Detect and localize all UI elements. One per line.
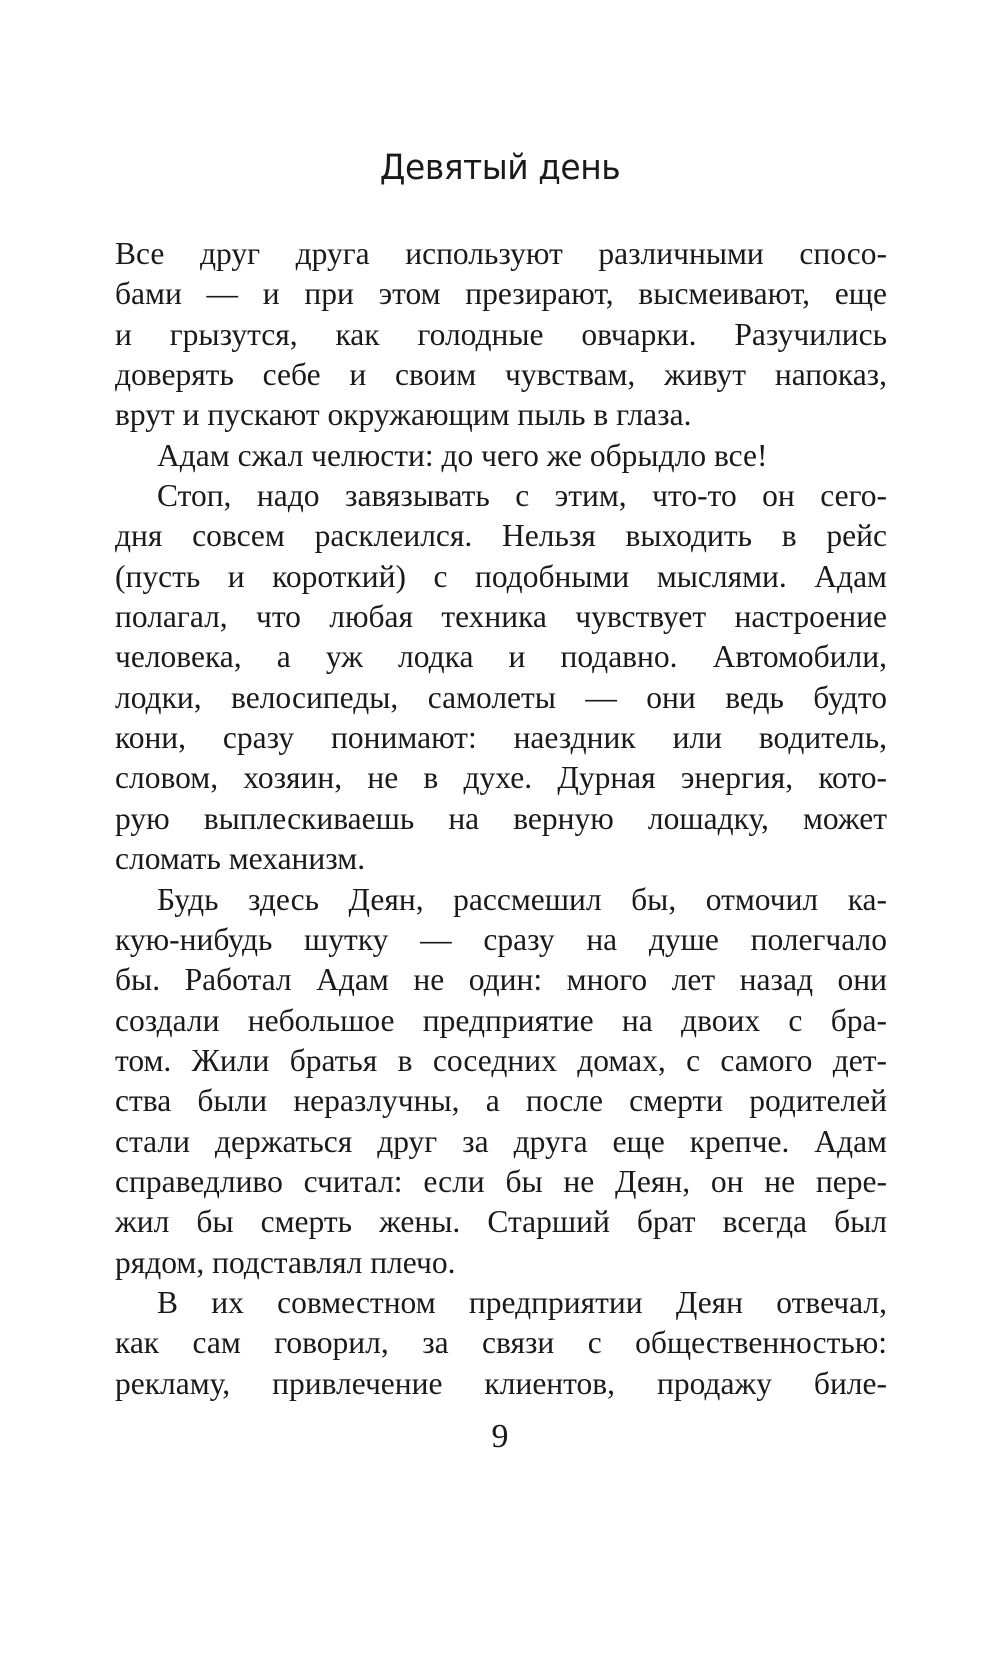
text-line: как сам говорил, за связи с общественностью: [115, 1325, 887, 1361]
text-line: В их совместном предприятии Деян отвечал, [157, 1284, 887, 1320]
text-line: рую выплескиваешь на верную лошадку, может [115, 800, 887, 836]
text-line: лодки, велосипеды, самолеты — они ведь будто [115, 679, 887, 715]
text-line: ства были неразлучны, а после смерти родителей [115, 1083, 887, 1119]
text-line: (пусть и короткий) с подобными мыслями. Адам [115, 558, 887, 594]
text-line: Адам сжал челюсти: до чего же обрыдло все! [157, 437, 768, 473]
text-line: и грызутся, как голодные овчарки. Разучились [115, 316, 887, 352]
text-line: кую-нибудь шутку — сразу на душе полегчало [115, 921, 887, 957]
text-line: сломать механизм. [115, 841, 366, 877]
text-line: Все друг друга используют различными спосо- [115, 236, 887, 271]
text-line: рядом, подставлял плечо. [115, 1244, 456, 1280]
text-line: бы. Работал Адам не один: много лет назад они [115, 962, 887, 998]
text-line: словом, хозяин, не в духе. Дурная энергия, кото- [115, 760, 887, 796]
text-line: бами — и при этом презирают, высмеивают, еще [115, 276, 887, 312]
text-line: человека, а уж лодка и подавно. Автомобили, [115, 639, 887, 675]
page-number: 9 [491, 1418, 509, 1455]
chapter-title: Девятый день [379, 148, 621, 188]
text-line: доверять себе и своим чувствам, живут напоказ, [115, 357, 887, 393]
text-line: создали небольшое предприятие на двоих с бра- [115, 1002, 887, 1038]
text-line: дня совсем расклеился. Нельзя выходить в рейс [115, 518, 887, 554]
text-line: стали держаться друг за друга еще крепче. Адам [115, 1123, 887, 1159]
body-text [115, 234, 887, 1404]
text-line: Стоп, надо завязывать с этим, что-то он сего- [157, 478, 887, 514]
text-line: рекламу, привлечение клиентов, продажу биле- [115, 1365, 887, 1401]
text-line: справедливо считал: если бы не Деян, он не пере- [115, 1163, 887, 1199]
text-line: Будь здесь Деян, рассмешил бы, отмочил ка- [157, 881, 887, 917]
text-line: жил бы смерть жены. Старший брат всегда был [115, 1204, 887, 1240]
text-line: том. Жили братья в соседних домах, с самого дет- [115, 1042, 887, 1078]
text-line: врут и пускают окружающим пыль в глаза. [115, 397, 692, 433]
text-line: полагал, что любая техника чувствует настроение [115, 599, 887, 635]
text-line: кони, сразу понимают: наездник или водитель, [115, 720, 887, 756]
